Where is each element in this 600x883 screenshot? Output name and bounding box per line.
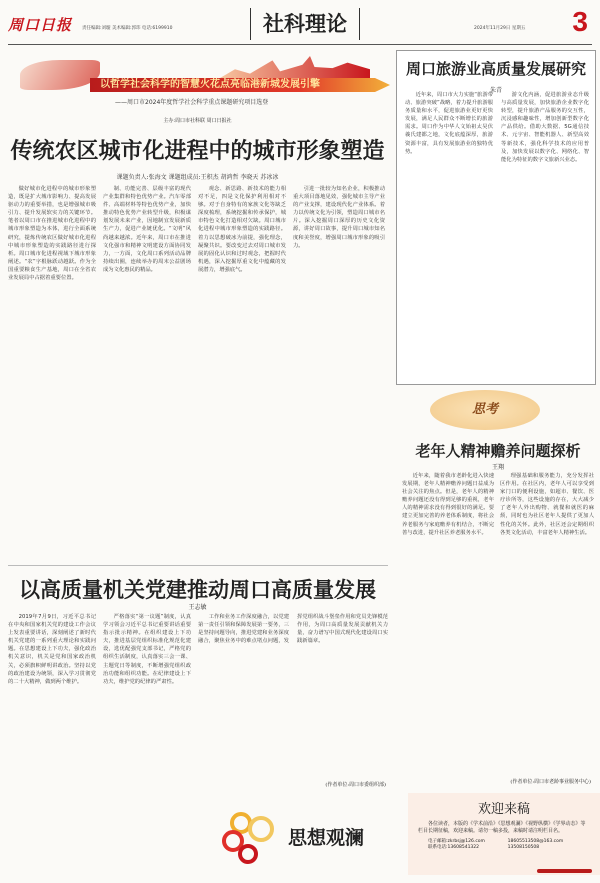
header-divider	[8, 44, 592, 45]
phone-label: 联系电话:	[428, 845, 448, 850]
section-divider	[8, 565, 388, 566]
think-badge: 思考	[430, 390, 540, 430]
column-logo-text: 思想观澜	[288, 827, 365, 849]
email-label: 电子邮箱:	[428, 839, 448, 844]
author-affiliation: (作者单位:周口市委组织部)	[325, 782, 386, 788]
article-author: 王翔	[491, 464, 504, 471]
email-2[interactable]: 18605513508@163.com	[507, 839, 564, 844]
article-title: 周口旅游业高质量发展研究	[405, 60, 586, 78]
article-author: 朱青	[489, 87, 502, 94]
article-author: 王志敏	[188, 604, 207, 611]
article-column: 制、功能完善、层级丰富的现代产业集群和特色优势产业。汽车零部件、高端材料等特色优势产业，加快推动特色优势产业转型升级，积极谋划发展未来产业，因地制宜发展新质生产力，促进产业链优化。“文明”风尚越来越浓。近年来，周口市在推进文化强市和精神文明建设方面协同发力，一方面，文化周口系列活动品牌持续出圈，连续举办的周末公益剧场成为文化惠民的精品。	[103, 186, 191, 273]
article-column: 严格落实“第一议题”制度，认真学习领会习近平总书记重要讲话重要指示批示精神。在组织建设上下功夫，推进基层党组织标准化规范化建设，选优配强党支部书记，严格党的组织生活制度，认真落实三会一课、主题党日等制度，不断增强党组织政治功能和组织功能。在纪律建设上下功夫，维护党的纪律的严肃性。	[103, 614, 191, 685]
tourism-article-box	[396, 50, 596, 385]
welcome-submissions-box	[408, 793, 600, 875]
article-column: 2019年7月9日，习近平总书记在中央和国家机关党的建设工作会议上发表重要讲话，深刻阐述了新时代机关党建的一系列重大理论和实践问题。在思想建设上下功夫，强化政治机关意识，机关是党和国家政治机关，必须旗帜鲜明讲政治。坚持以党的政治建设为统领，深入学习贯彻党的二十大精神，做到两个维护。	[8, 614, 96, 685]
author-affiliation: (作者单位:周口市老龄事业服务中心)	[510, 779, 591, 785]
column-logo	[220, 808, 390, 870]
article-column: 引进一批较为知名企业，积极推动重大项目落地见效，强化城市主导产业的产业支撑，建设现代化产业体系。着力以传统文化为引领，塑造周口城市名片。深入挖掘周口深厚的历史文化资源，讲好周口故事，提升周口城市知名度和美誉度，增强周口城市形象的吸引力。	[293, 186, 385, 249]
welcome-text: 各位读者，本版的《学术前沿》《思想观澜》《视野纵横》《学界动态》等栏目长期征稿，欢迎来稿。请勿一稿多投，来稿时请注明栏目名。	[418, 821, 586, 834]
article-column: 工作和业务工作深度融合，以党建第一责任引领和保障发展第一要务，三是坚持问题导向，推进党建和业务深度融合，聚焦业务中的难点堵点问题，发挥党组织战斗堡垒作用和党员先锋模范作用，为周口高质量发展贡献机关力量，奋力谱写中国式现代化建设周口实践新篇章。	[198, 614, 388, 645]
contact-info	[408, 839, 600, 851]
article-title: 以高质量机关党建推动周口高质量发展	[19, 577, 376, 602]
page-number: 3	[572, 6, 588, 37]
newspaper-logo: 周口日报	[8, 16, 73, 34]
article-column: 游文化内涵，促进旅游业态升级与高质量发展，加快旅游企业数字化转型，提升旅游产品服务的交互性，沉浸感和趣味性，增加创新型数字化产品供给。借助大数据、5G通信技术、元宇宙、智能机器人、新型高效等新技术，强化科学技术的应用普及，加快发展以数字化、网络化、智能化为特征的数字文旅新兴业态。	[501, 92, 589, 163]
article-column: 观念、新思路、新技术的能力相对不足，四是文化保护利用相对不够。对于自身特有的家族文化等缺乏深度梳理，系统挖掘和传承保护，城市特色文化打造相对欠缺。周口城市化进程中城市形象塑造的实践路径。着力以思想破冰为前提，强化理念，凝聚共识。要改变过去对周口城市发展的固化认识和过时观念，把握时代机遇，深入挖掘厚重文化中蕴藏的发展潜力，增强底气。	[198, 186, 286, 273]
skyline-graphic	[220, 56, 370, 78]
section-title: 社科理论	[250, 8, 360, 40]
banner	[20, 52, 390, 110]
host-line: 主办:周口市社科联 周口日报社	[163, 118, 232, 124]
banner-headline: 以哲学社会科学的智慧火花点亮临港新城发展引擎	[100, 79, 320, 90]
welcome-title: 欢迎来稿	[477, 802, 530, 817]
article-title: 老年人精神赡养问题探析	[415, 442, 581, 460]
article-column: 近年来，周口市大力实施“旅游带动、旅游突破”战略，着力提升旅游服务质量和水平，促进旅游业更好更快发展，满足人民群众不断增长的旅游需求。周口作为中华人文始祖太昊伏羲氏建都之地，文化底蕴深厚，旅游资源丰富，具有发展旅游业的独特优势。	[405, 92, 493, 155]
email[interactable]: zkrbsj@126.com	[447, 839, 485, 844]
editor-info: 责任编辑:刘璇 美术编辑:郭玮 电话:6199910	[82, 26, 173, 31]
phone: 13608541322	[447, 845, 480, 850]
article-column: 做好城市化进程中的城市形象塑造，既是扩大城市影响力、提高发展驱动力的重要举措，也是增强城市吸引力、提升发展软实力的关键环节。笔者以周口市在推进城市化进程中的城市形象塑造为本体，进行全面系统研究，提炼传统农区做好城市化进程中城市形象塑造的实践路径进行探析。周口城市化进程视域下城市形象阐述。“农”字根脉跃动越跃。作为全国重要粮食生产基地，周口在全省农业发展局中占据着重要位置。	[8, 186, 96, 282]
decorative-stripe	[537, 869, 592, 873]
article-column: 理强基础和服务能力，充分发挥社区作用。在社区内，老年人可以享受到家门口的便利设施，如超市、餐饮、医疗诊所等，这些设施的存在，大大减少了老年人外出购物、就餐和就医的麻烦，同时也为社区老年人提供了更加人性化的关怀。此外，社区还会定期组织各类文化活动，丰富老年人精神生活。	[500, 473, 594, 536]
issue-date: 2024年11月29日 星期五	[474, 26, 526, 31]
banner-subtitle: ——周口市2024年度哲学社会科学重点课题研究项目选登	[115, 99, 269, 106]
ribbon-graphic	[20, 60, 100, 90]
phone-2: 13508150508	[507, 845, 540, 850]
article-column: 近年来，随着我市老龄化进入快速发展期，老年人精神赡养问题日益成为社会关注的焦点。但是，老年人的精神赡养问题还没有得到足够的重视，老年人的精神需求没有得到很好的满足。要建立更加完善的养老体系制度，将社会养老服务与家庭赡养有机结合，不断完善与改进，提升社区养老服务水平。	[402, 473, 494, 536]
article-byline: 课题负责人:张海文 课题组成员:王积杰 胡鸿哲 李晓天 苏冰冰	[116, 174, 279, 181]
article-title: 传统农区城市化进程中的城市形象塑造	[10, 138, 385, 164]
